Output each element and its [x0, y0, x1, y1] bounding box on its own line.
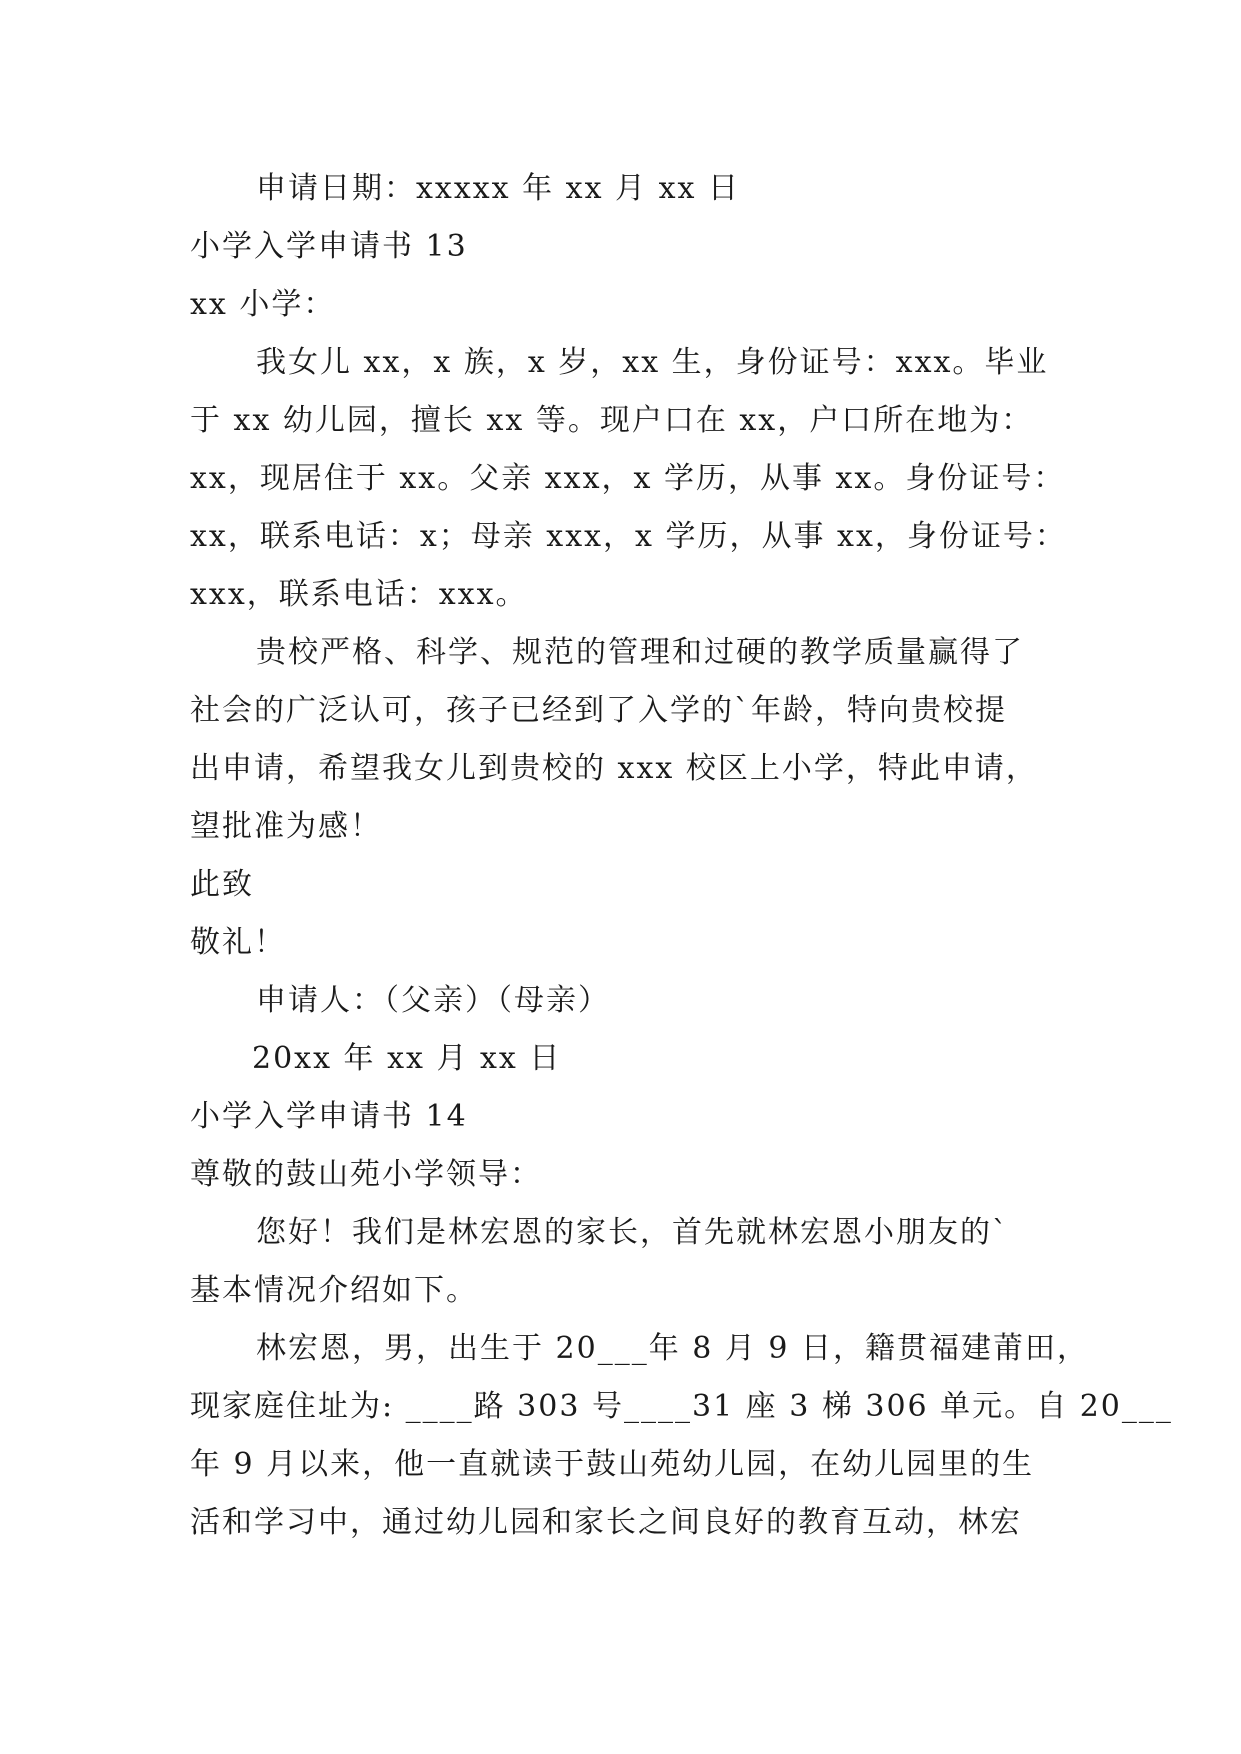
paragraph-line: 贵校严格、科学、规范的管理和过硬的教学质量赢得了: [256, 635, 1024, 670]
paragraph-line: 年 9 月以来，他一直就读于鼓山苑幼儿园，在幼儿园里的生: [190, 1447, 1035, 1482]
section-title-14: 小学入学申请书 14: [190, 1099, 468, 1134]
closing-line: 此致: [190, 867, 254, 902]
document-page: [190, 160, 1173, 1552]
paragraph-line: xx，联系电话：x；母亲 xxx，x 学历，从事 xx，身份证号：: [190, 519, 1067, 554]
paragraph-line: 社会的广泛认可，孩子已经到了入学的`年龄，特向贵校提: [190, 693, 1007, 728]
salutation-leaders: 尊敬的鼓山苑小学领导：: [190, 1157, 542, 1192]
paragraph-line: 林宏恩，男，出生于 20___年 8 月 9 日，籍贯福建莆田，: [256, 1331, 1090, 1366]
paragraph-line: xx，现居住于 xx。父亲 xxx，x 学历，从事 xx。身份证号：: [190, 461, 1066, 496]
closing-line: 敬礼！: [190, 925, 286, 960]
paragraph-line: 于 xx 幼儿园，擅长 xx 等。现户口在 xx，户口所在地为：: [190, 403, 1034, 438]
paragraph-line: 望批准为感！: [190, 809, 382, 844]
salutation-school: xx 小学：: [190, 287, 336, 322]
section-title-13: 小学入学申请书 13: [190, 229, 468, 264]
paragraph-line: 我女儿 xx，x 族，x 岁，xx 生，身份证号：xxx。毕业: [256, 345, 1049, 380]
paragraph-line: 活和学习中，通过幼儿园和家长之间良好的教育互动，林宏: [190, 1505, 1022, 1540]
paragraph-line: 基本情况介绍如下。: [190, 1273, 478, 1308]
paragraph-line: 出申请，希望我女儿到贵校的 xxx 校区上小学，特此申请，: [190, 751, 1038, 786]
paragraph-line: xxx，联系电话：xxx。: [190, 577, 528, 612]
application-date-line: 申请日期：xxxxx 年 xx 月 xx 日: [256, 171, 740, 206]
date-line: 20xx 年 xx 月 xx 日: [252, 1041, 562, 1076]
paragraph-line: 您好！我们是林宏恩的家长，首先就林宏恩小朋友的`: [256, 1215, 1009, 1250]
applicant-line: 申请人：（父亲）（母亲）: [256, 983, 610, 1018]
paragraph-line: 现家庭住址为: ____路 303 号____31 座 3 梯 306 单元。自 20___: [190, 1389, 1173, 1424]
